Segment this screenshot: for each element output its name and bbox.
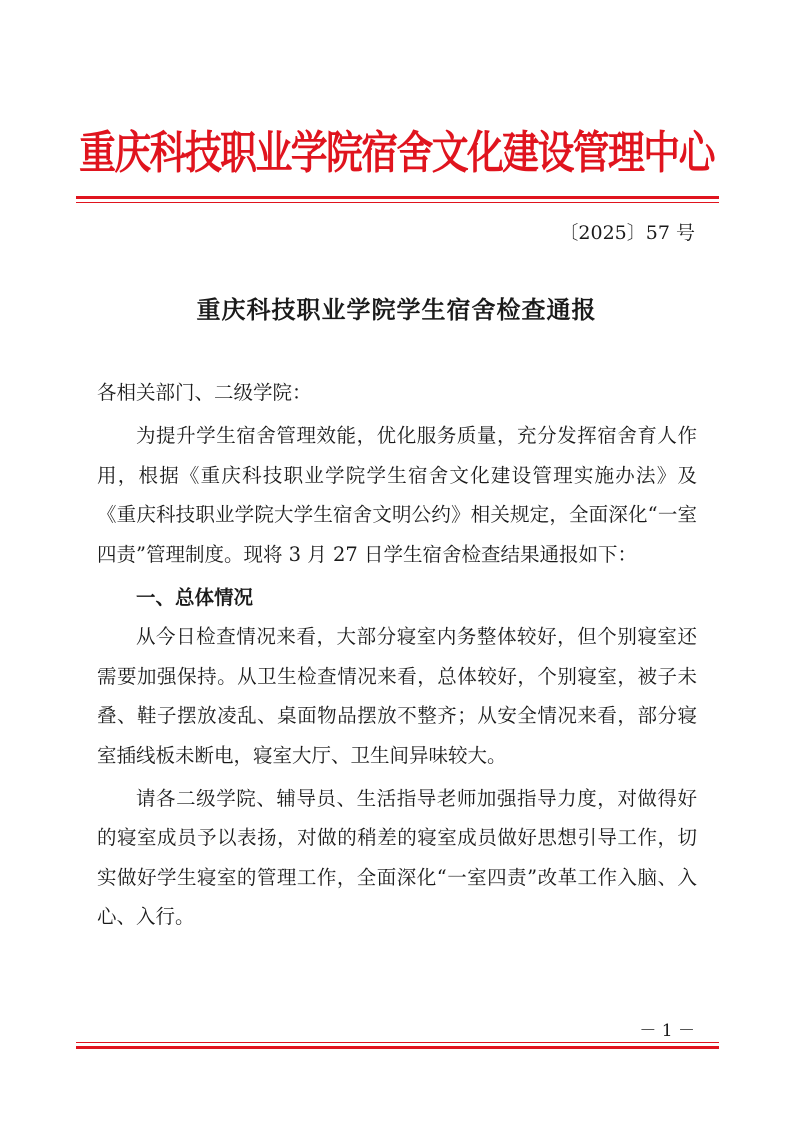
body-paragraph: 从今日检查情况来看，大部分寝室内务整体较好，但个别寝室还需要加强保持。从卫生检查情况来看，总体较好，个别寝室，被子未叠、鞋子摆放凌乱、桌面物品摆放不整齐；从安全情况来看，部分寝室插线板未断电，寝室大厅、卫生间异味较大。	[97, 625, 697, 767]
section-heading: 一、总体情况	[136, 586, 254, 610]
header-divider-thin	[76, 202, 719, 203]
header-divider-thick	[76, 196, 719, 199]
page-number: － 1 －	[639, 1021, 695, 1041]
footer-divider-thin	[76, 1042, 719, 1043]
document-body	[97, 373, 697, 937]
document-number: 〔2025〕57 号	[559, 222, 695, 244]
footer-divider-thick	[76, 1046, 719, 1049]
org-header-title: 重庆科技职业学院宿舍文化建设管理中心	[79, 126, 714, 179]
intro-paragraph: 为提升学生宿舍管理效能，优化服务质量，充分发挥宿舍育人作用，根据《重庆科技职业学院学生宿舍文化建设管理实施办法》及《重庆科技职业学院大学生宿舍文明公约》相关规定，全面深化“一室四责”管理制度。现将 3 月 27 日学生宿舍检查结果通报如下：	[97, 424, 697, 566]
salutation: 各相关部门、二级学院：	[97, 381, 312, 404]
document-title: 重庆科技职业学院学生宿舍检查通报	[196, 296, 597, 324]
body-paragraph: 请各二级学院、辅导员、生活指导老师加强指导力度，对做得好的寝室成员予以表扬，对做的稍差的寝室成员做好思想引导工作，切实做好学生寝室的管理工作，全面深化“一室四责”改革工作入脑、入心、入行。	[97, 787, 697, 929]
